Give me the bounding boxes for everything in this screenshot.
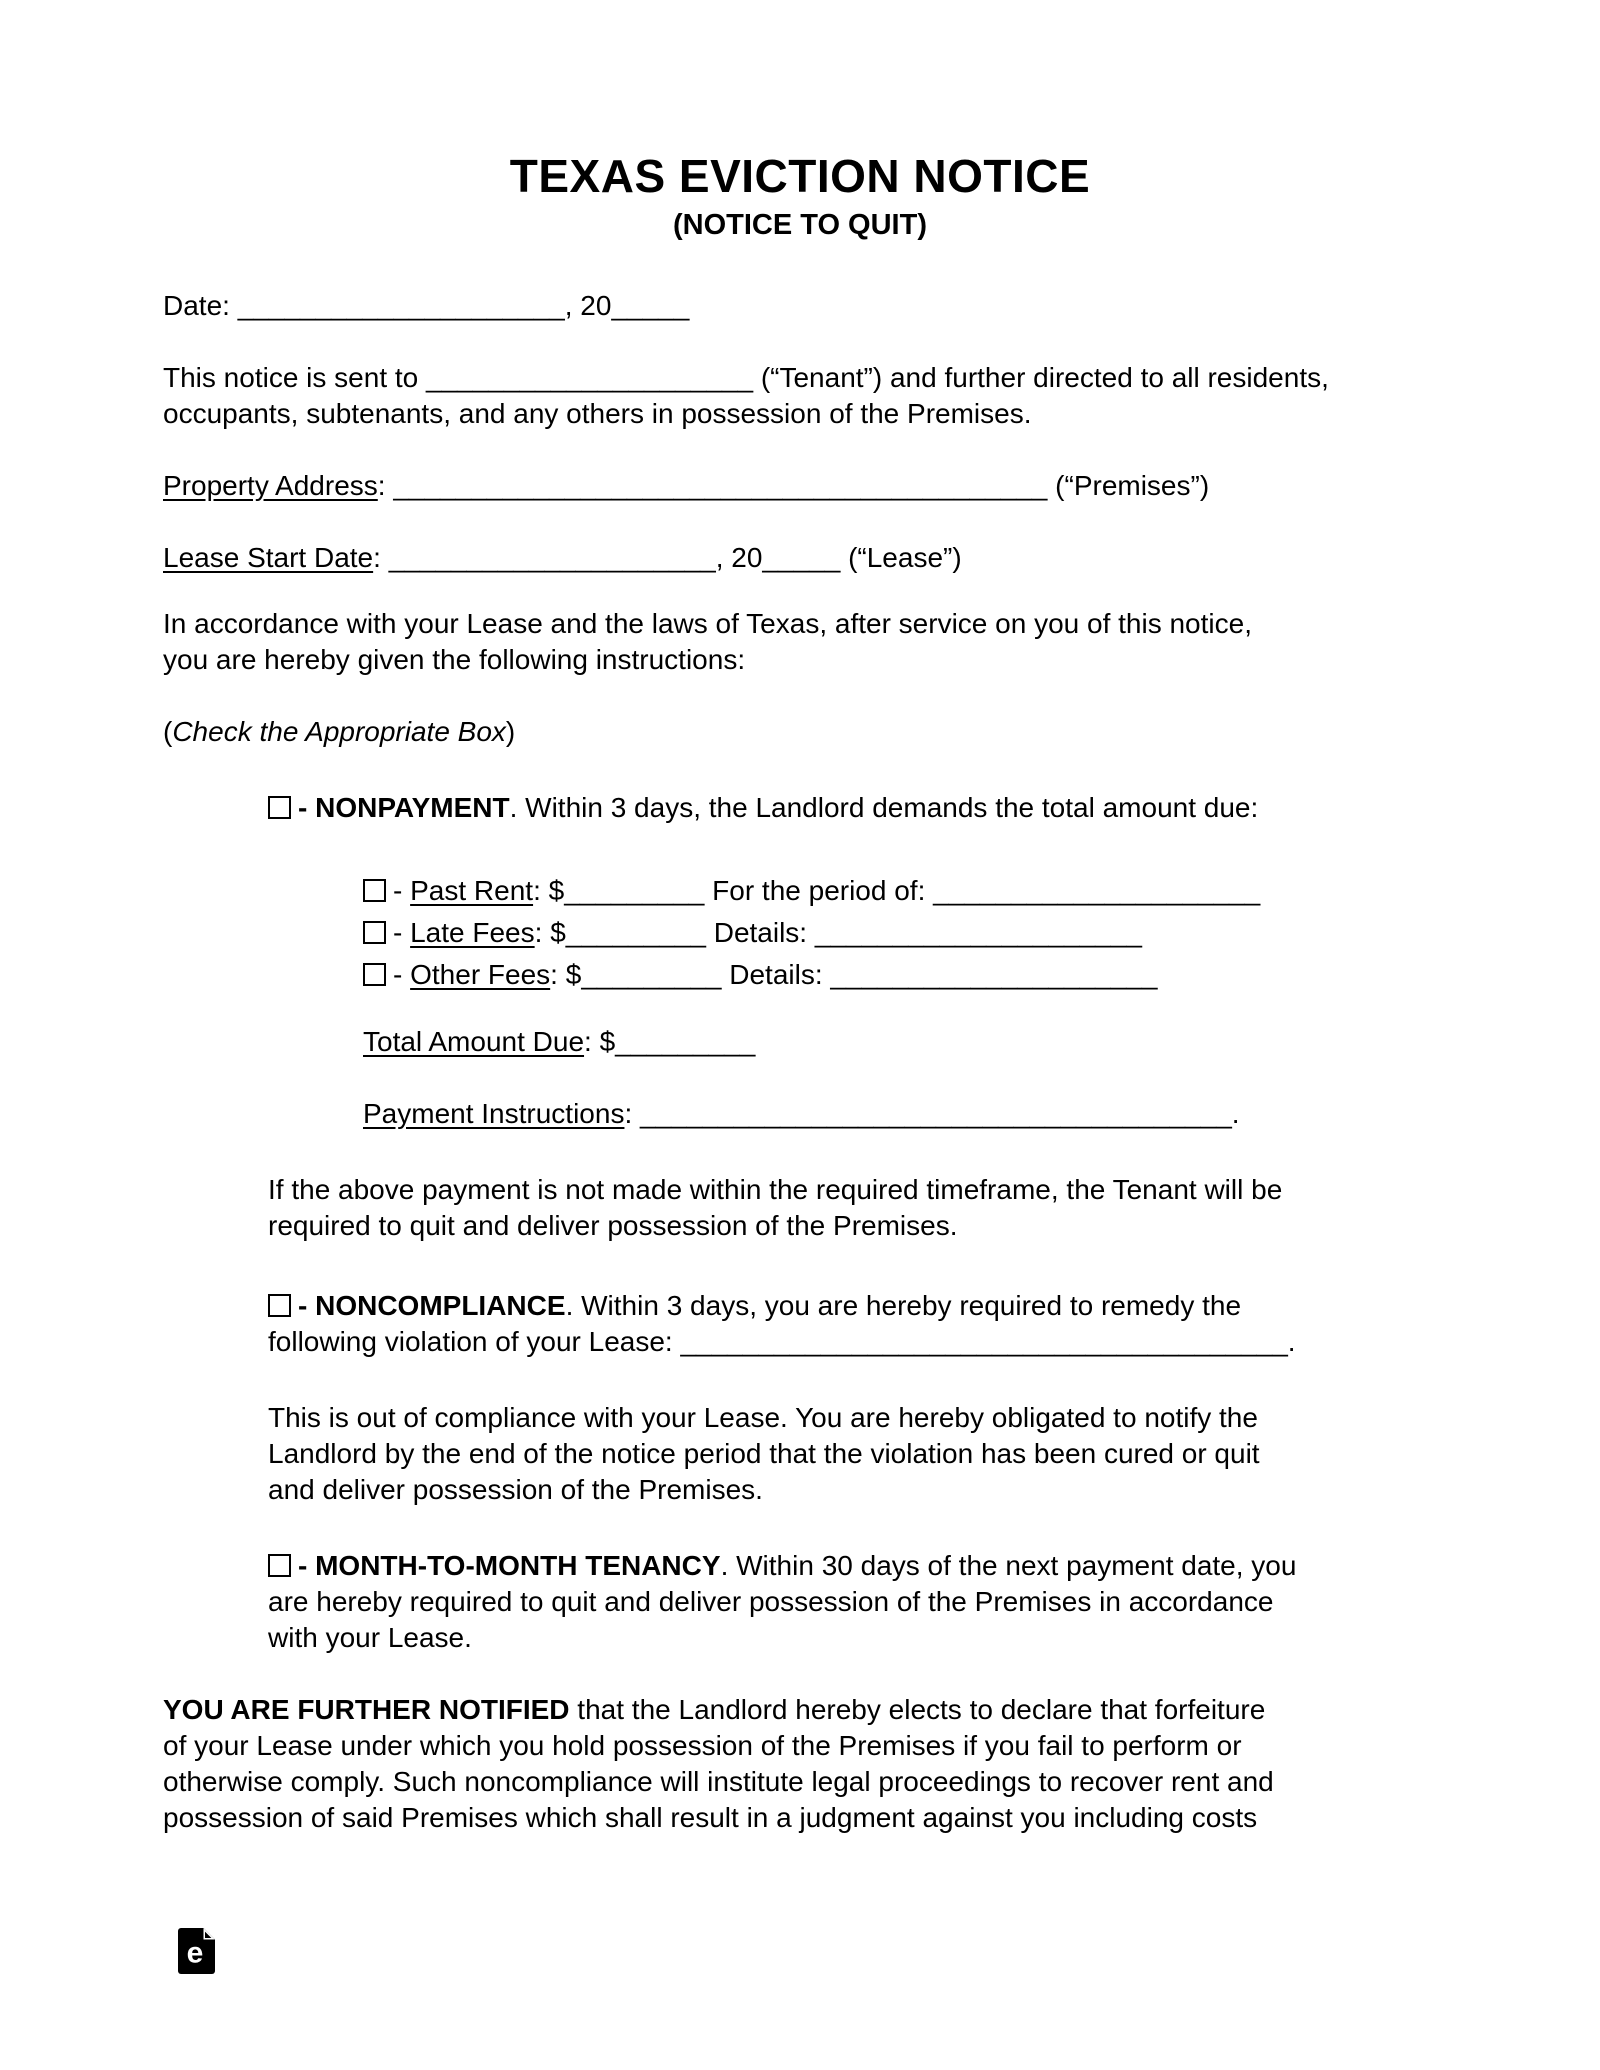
nonpayment-checkbox[interactable] [268,796,291,819]
noncompliance-text: . Within 3 days, you are hereby required to remedy the [565,1290,1242,1321]
check-note [163,714,1437,750]
tenant-name-blank[interactable]: _____________________ [426,362,754,393]
details-label: Details: [721,959,831,990]
document-page-icon [178,1928,215,1974]
dash: - [298,1290,316,1321]
late-fees-checkbox[interactable] [363,921,386,944]
other-fees-checkbox[interactable] [363,963,386,986]
intro-text: This notice is sent to [163,362,427,393]
further-notified-text: that the Landlord hereby elects to declare that forfeiture [569,1694,1266,1725]
dash: - [393,917,411,948]
lease-year-prefix: , 20 [715,542,763,573]
late-fees-amount-blank[interactable]: _________ [565,917,706,948]
other-fees-row [363,954,1437,996]
colon: : [624,1098,641,1129]
dash: - [393,959,411,990]
period-of-label: For the period of: [704,875,934,906]
money-prefix: : $ [584,1026,616,1057]
money-prefix: : $ [533,875,565,906]
month-to-month-checkbox[interactable] [268,1554,291,1577]
details-label: Details: [705,917,815,948]
lease-year-blank[interactable]: _____ [762,542,841,573]
colon: : [377,470,394,501]
further-notified-text-cont: of your Lease under which you hold possession of the Premises if you fail to perform or otherwise comply. Such noncompliance will institute legal proceedings to recover rent and possession of said Premises which shall result in a judgment against you including costs [163,1730,1274,1833]
property-address-label: Property Address [163,470,378,501]
past-rent-checkbox[interactable] [363,879,386,902]
colon: : [373,542,389,573]
month-to-month-text-cont: are hereby required to quit and deliver possession of the Premises in accordance with your Lease. [268,1586,1274,1653]
month-to-month-option [268,1548,1437,1656]
money-prefix: : $ [550,959,582,990]
accordance-paragraph: In accordance with your Lease and the laws of Texas, after service on you of this notice, you are hereby given the following instructions: [163,608,1252,675]
further-notified-paragraph [163,1692,1437,1836]
lease-violation-blank[interactable]: _______________________________________ [680,1326,1288,1357]
paren-close: ) [505,716,516,747]
dash: - [393,875,411,906]
total-amount-line [363,1024,1437,1060]
intro-paragraph [163,360,1437,432]
further-notified-label: YOU ARE FURTHER NOTIFIED [163,1694,570,1725]
other-fees-label: Other Fees [410,959,551,990]
past-rent-amount-blank[interactable]: _________ [564,875,705,906]
date-line [163,288,1437,324]
nonpayment-text: . Within 3 days, the Landlord demands the total amount due: [509,792,1259,823]
date-year-blank[interactable]: _____ [611,290,690,321]
late-fees-details-blank[interactable]: _____________________ [814,917,1142,948]
month-to-month-text: . Within 30 days of the next payment date, you [720,1550,1297,1581]
period: . [1231,1098,1240,1129]
total-amount-label: Total Amount Due [363,1026,585,1057]
noncompliance-label: NONCOMPLIANCE [315,1290,566,1321]
nonpayment-option [268,790,1437,826]
property-address-line [163,468,1437,504]
compliance-paragraph: This is out of compliance with your Lease. You are hereby obligated to notify the Landlord by the end of the notice period that the violation has been cured or quit and deliver possession of the Premises. [268,1402,1260,1505]
late-fees-label: Late Fees [410,917,535,948]
noncompliance-checkbox[interactable] [268,1294,291,1317]
past-rent-label: Past Rent [410,875,534,906]
late-fees-row [363,912,1437,954]
eforms-logo [178,1928,215,1974]
payment-instructions-label: Payment Instructions [363,1098,625,1129]
page-subtitle: (NOTICE TO QUIT) [672,209,927,241]
logo-letter: e [186,1936,204,1970]
nonpayment-label: NONPAYMENT [315,792,510,823]
month-to-month-label: MONTH-TO-MONTH TENANCY [315,1550,721,1581]
fees-list [363,870,1437,996]
period: . [1287,1326,1296,1357]
page-title: TEXAS EVICTION NOTICE [509,150,1091,202]
premises-tag-text: (“Premises”) [1047,470,1210,501]
other-fees-amount-blank[interactable]: _________ [581,959,722,990]
property-address-blank[interactable]: __________________________________________ [393,470,1048,501]
total-amount-blank[interactable]: _________ [615,1026,756,1057]
past-rent-row [363,870,1437,912]
money-prefix: : $ [534,917,566,948]
dash: - [298,1550,316,1581]
past-rent-period-blank[interactable]: _____________________ [933,875,1261,906]
lease-start-label: Lease Start Date [163,542,374,573]
payment-instructions-blank[interactable]: ______________________________________ [640,1098,1232,1129]
tenant-tag-text: (“Tenant”) and further directed to all residents, [753,362,1329,393]
noncompliance-option [268,1288,1437,1360]
other-fees-details-blank[interactable]: _____________________ [830,959,1158,990]
date-label: Date: [163,290,238,321]
check-note-text: Check the Appropriate Box [172,716,506,747]
violation-label: following violation of your Lease: [268,1326,681,1357]
lease-start-line [163,540,1437,576]
intro-line2: occupants, subtenants, and any others in possession of the Premises. [163,398,1032,429]
dash: - [298,792,316,823]
date-blank[interactable]: _____________________ [237,290,565,321]
payment-instructions-line [363,1096,1437,1132]
lease-start-date-blank[interactable]: _____________________ [388,542,716,573]
date-year-prefix: , 20 [564,290,612,321]
lease-tag-text: (“Lease”) [840,542,962,573]
if-above-paragraph: If the above payment is not made within the required timeframe, the Tenant will be required to quit and deliver possession of the Premises. [268,1174,1283,1241]
paren-open: ( [163,716,173,747]
